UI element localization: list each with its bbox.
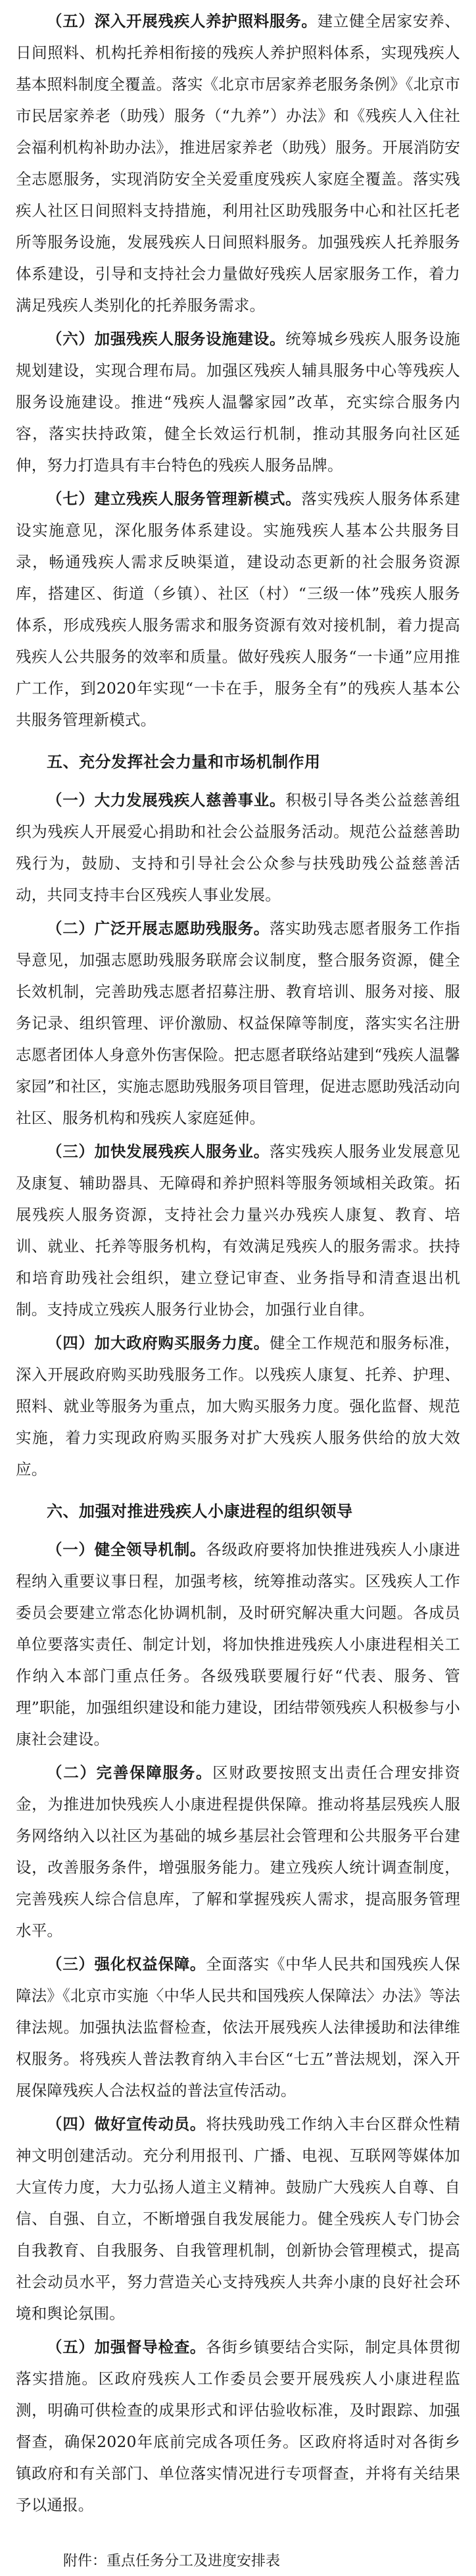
- paragraph: [16, 2331, 460, 2521]
- paragraph: [16, 1534, 460, 1755]
- paragraph-lead: （四）做好宣传动员。: [47, 2115, 206, 2133]
- paragraph-lead: （五）深入开展残疾人养护照料服务。: [47, 12, 318, 30]
- paragraph-text: 各级政府要将加快推进残疾人小康进程纳入重要议事日程，加强考核，统筹推动落实。区残疾人工作委员会要建立常态化协调机制，及时研究解决重大问题。各成员单位要落实责任、制定计划，将加快推进残疾人小康进程相关工作纳入本部门重点任务。各级残联要履行好“代表、服务、管理”职能，加强组织建设和能力建设，团结带领残疾人积极参与小康社会建设。: [16, 1540, 461, 1748]
- paragraph-text: 区财政要按照支出责任合理安排资金，为推进加快残疾人小康进程提供保障。推动将基层残疾人服务网络纳入以社区为基础的城乡基层社会管理和公共服务平台建设，改善服务条件，增强服务能力。建立残疾人统计调查制度，完善残疾人综合信息库，了解和掌握残疾人需求，提高服务管理水平。: [16, 1763, 461, 1940]
- section-heading: 五、充分发挥社会力量和市场机制作用: [47, 753, 321, 771]
- paragraph-lead: （四）加大政府购买服务力度。: [47, 1334, 270, 1352]
- document-body: [16, 5, 460, 2521]
- paragraph: [16, 5, 460, 321]
- paragraph: [16, 1327, 460, 1485]
- section-heading: 六、加强对推进残疾人小康进程的组织领导: [47, 1502, 353, 1521]
- paragraph-text: 落实助残志愿者服务工作指导意见，加强志愿助残服务联席会议制度，整合服务资源，健全长效机制，完善助残志愿者招募注册、教育培训、服务对接、服务记录、组织管理、评价激励、权益保障等制度，落实实名注册志愿者团体人身意外伤害保险。把志愿者联络站建到“残疾人温馨家园”和社区，实施志愿助残服务项目管理，促进志愿助残活动向社区、服务机构和残疾人家庭延伸。: [16, 919, 460, 1127]
- paragraph-lead: （三）加快发展残疾人服务业。: [47, 1142, 270, 1161]
- paragraph-lead: （五）加强督导检查。: [47, 2338, 206, 2356]
- paragraph: [16, 784, 460, 911]
- paragraph: [16, 1948, 460, 2106]
- paragraph-text: 落实残疾人服务业发展意见及康复、辅助器具、无障碍和养护照料等服务领域相关政策。拓展残疾人服务资源，支持社会力量兴办残疾人康复、教育、培训、就业、托养等服务机构，有效满足残疾人的服务需求。扶持和培育助残社会组织，建立登记审查、业务指导和清查退出机制。支持成立残疾人服务行业协会，加强行业自律。: [16, 1142, 460, 1319]
- paragraph-text: 建立健全居家安养、日间照料、机构托养相衔接的残疾人养护照料体系，实现残疾人基本照料制度全覆盖。落实《北京市居家养老服务条例》《北京市市民居家养老（助残）服务（“九养”）办法》和《残疾人入住社会福利机构补助办法》，推进居家养老（助残）服务。开展消防安全志愿服务，实现消防安全关爱重度残疾人家庭全覆盖。落实残疾人社区日间照料支持措施，利用社区助残服务中心和社区托老所等服务设施，发展残疾人日间照料服务。加强残疾人托养服务体系建设，引导和支持社会力量做好残疾人居家服务工作，着力满足残疾人类别化的托养服务需求。: [16, 12, 460, 315]
- paragraph-text: 积极引导各类公益慈善组织为残疾人开展爱心捐助和社会公益服务活动。规范公益慈善助残行为，鼓励、支持和引导社会公众参与扶残助残公益慈善活动，共同支持丰台区残疾人事业发展。: [16, 791, 461, 904]
- paragraph-text: 统筹城乡残疾人服务设施规划建设，实现合理布局。加强区残疾人辅具服务中心等残疾人服务设施建设。推进“残疾人温馨家园”改革，充实综合服务内容，落实扶持政策，健全长效运行机制，推动其服务向社区延伸，努力打造具有丰台特色的残疾人服务品牌。: [16, 330, 461, 474]
- paragraph-lead: （一）大力发展残疾人慈善事业。: [47, 791, 286, 809]
- paragraph: [16, 2108, 460, 2329]
- paragraph-lead: （一）健全领导机制。: [47, 1540, 206, 1559]
- paragraph-text: 健全工作规范和服务标准，深入开展政府购买助残服务工作。以残疾人康复、托养、护理、照料、就业等服务为重点，加大购买服务力度。强化监督、规范实施，着力实现政府购买服务对扩大残疾人服务供给的放大效应。: [16, 1334, 460, 1478]
- attachment-note: 附件：重点任务分工及进度安排表: [63, 2553, 281, 2569]
- paragraph-text: 落实残疾人服务体系建设实施意见，深化服务体系建设。实施残疾人基本公共服务目录，畅通残疾人需求反映渠道，建设动态更新的社会服务资源库，搭建区、街道（乡镇）、社区（村）“三级一体”残疾人服务体系，形成残疾人服务需求和服务资源有效对接机制，着力提高残疾人公共服务的效率和质量。做好残疾人服务“一卡通”应用推广工作，到2020年实现“一卡在手，服务全有”的残疾人基本公共服务管理新模式。: [16, 490, 460, 729]
- paragraph: [16, 483, 460, 736]
- paragraph-lead: （二）广泛开展志愿助残服务。: [47, 919, 270, 938]
- paragraph: [16, 1757, 460, 1946]
- paragraph-lead: （七）建立残疾人服务管理新模式。: [47, 490, 302, 508]
- paragraph-text: 将扶残助残工作纳入丰台区群众性精神文明创建活动。充分利用报刊、广播、电视、互联网等媒体加大宣传力度，大力弘扬人道主义精神。鼓励广大残疾人自尊、自信、自强、自立，不断增强自我发展能力。健全残疾人专门协会自我教育、自我服务、自我管理机制，创新协会管理模式，提高社会动员水平，努力营造关心支持残疾人共奔小康的良好社会环境和舆论氛围。: [16, 2115, 461, 2323]
- paragraph-lead: （二）完善保障服务。: [47, 1763, 213, 1782]
- paragraph: [16, 913, 460, 1134]
- paragraph: [16, 323, 460, 481]
- paragraph-lead: （六）加强残疾人服务设施建设。: [47, 330, 286, 348]
- paragraph-text: 各街乡镇要结合实际，制定具体贯彻落实措施。区政府残疾人工作委员会要开展残疾人小康进程监测，明确可供检查的成果形式和评估验收标准，及时跟踪、加强督查，确保2020年底前完成各项任务。区政府将适时对各街乡镇政府和有关部门、单位落实情况进行专项督查，并将有关结果予以通报。: [16, 2338, 461, 2514]
- paragraph-lead: （三）强化权益保障。: [47, 1955, 206, 1973]
- paragraph-text: 全面落实《中华人民共和国残疾人保障法》《北京市实施〈中华人民共和国残疾人保障法〉办法》等法律法规。加强执法监督检查，依法开展残疾人法律援助和法律维权服务。将残疾人普法教育纳入丰台区“七五”普法规划，深入开展保障残疾人合法权益的普法宣传活动。: [16, 1955, 461, 2100]
- paragraph: [16, 1136, 460, 1325]
